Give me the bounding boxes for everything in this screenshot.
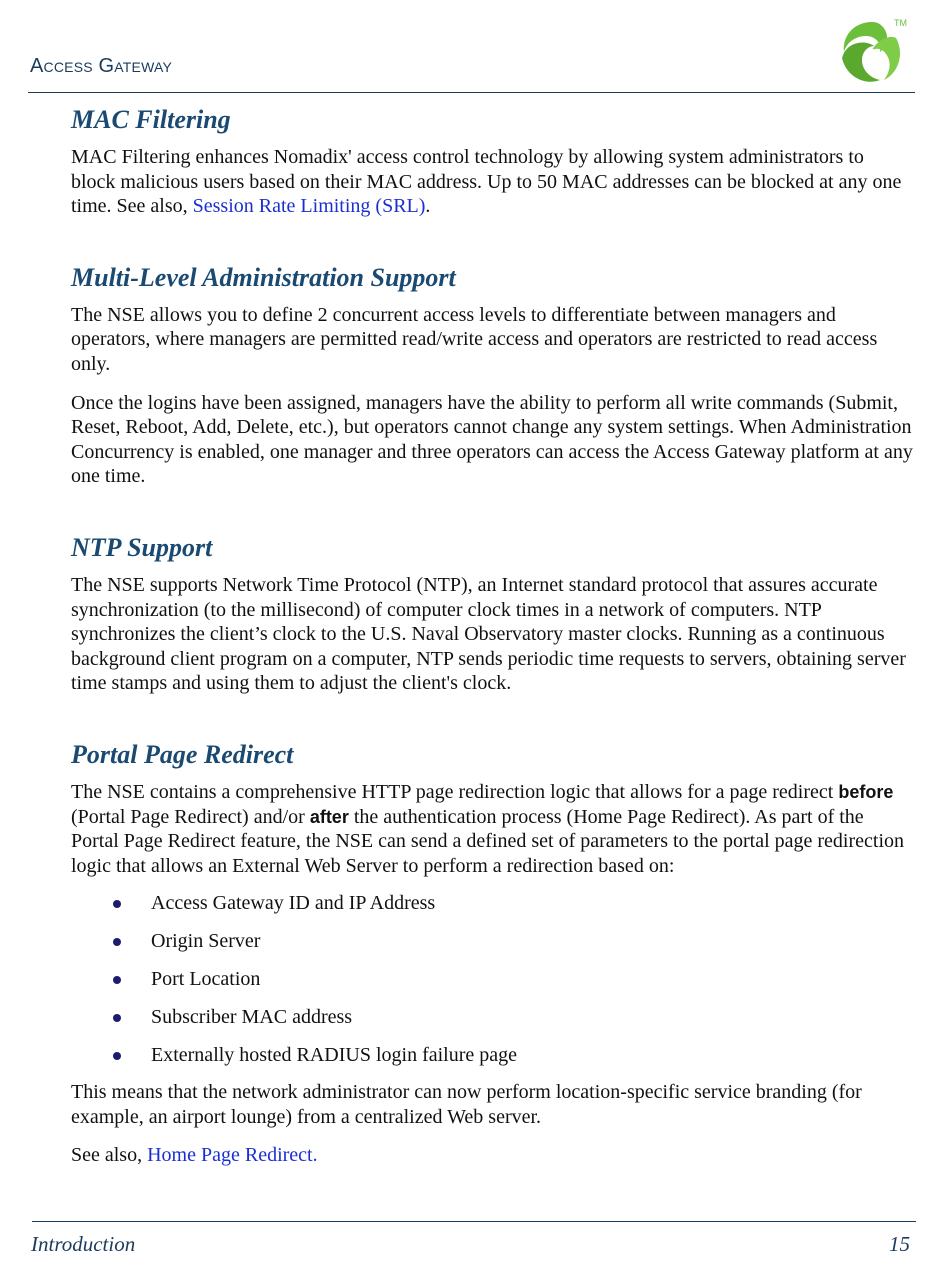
- footer-chapter-title: Introduction: [31, 1232, 136, 1256]
- paragraph-end: .: [425, 195, 431, 218]
- section-ntp-support: [71, 532, 913, 696]
- list-item: [71, 891, 913, 915]
- page-header: [0, 0, 950, 96]
- list-item-text: Port Location: [151, 968, 261, 991]
- paragraph-text: See also,: [71, 1144, 148, 1167]
- list-item: [71, 1005, 913, 1029]
- ntp-paragraph: The NSE supports Network Time Protocol (NTP), an Internet standard protocol that assures accurate synchronization (to the millisecond) of computer clock times in a network of computers. NTP synchronizes the client’s clock to the U.S. Naval Observatory master clocks. Running as a continuous background client program on a computer, NTP sends periodic time requests to servers, obtaining server time stamps and using them to adjust the client's clock.: [71, 573, 906, 695]
- paragraph-text: the authentication process (Home Page Redirect). As part of the Portal Page Redirect feature, the NSE can send a defined set of parameters to the portal page redirection logic that allows an External Web Server to perform a redirection based on:: [71, 805, 904, 877]
- paragraph-text: The NSE contains a comprehensive HTTP page redirection logic that allows for a page redirect: [71, 780, 839, 803]
- list-item-text: Origin Server: [151, 930, 261, 953]
- list-item-text: Externally hosted RADIUS login failure page: [151, 1044, 518, 1067]
- bullet-icon: [113, 976, 121, 984]
- section-mac-filtering: [71, 104, 913, 219]
- portal-paragraph-3: [71, 1143, 913, 1168]
- list-item-text: Subscriber MAC address: [151, 1006, 353, 1029]
- list-item: [71, 929, 913, 953]
- bullet-icon: [113, 1052, 121, 1060]
- page-content: [71, 104, 913, 1168]
- home-page-redirect-link[interactable]: Home Page Redirect.: [147, 1144, 318, 1167]
- section-heading: Multi-Level Administration Support: [71, 262, 456, 292]
- before-keyword: before: [838, 781, 894, 802]
- multi-level-paragraph-2: Once the logins have been assigned, managers have the ability to perform all write commands (Submit, Reset, Reboot, Add, Delete, etc.), but operators cannot change any system settings. When Administration Concurrency is enabled, one manager and three operators can access the Access Gateway platform at any one time.: [71, 391, 913, 488]
- bullet-icon: [113, 1014, 121, 1022]
- page-number: 15: [889, 1232, 910, 1256]
- nomadix-swirl-logo-icon: [832, 14, 912, 90]
- list-item-text: Access Gateway ID and IP Address: [151, 892, 436, 915]
- after-keyword: after: [309, 806, 349, 827]
- trademark-label: TM: [894, 18, 907, 28]
- mac-filtering-paragraph: [71, 145, 913, 219]
- multi-level-paragraph-1: The NSE allows you to define 2 concurrent access levels to differentiate between managers and operators, where managers are permitted read/write access and operators are restricted to read access only.: [71, 303, 878, 375]
- list-item: [71, 1043, 913, 1067]
- section-heading: NTP Support: [71, 532, 213, 562]
- list-item: [71, 967, 913, 991]
- section-heading: MAC Filtering: [71, 105, 231, 134]
- paragraph-text: (Portal Page Redirect) and/or: [71, 805, 310, 828]
- bullet-icon: [113, 900, 121, 908]
- header-divider: [28, 92, 915, 93]
- header-title: Access Gateway: [30, 55, 173, 77]
- section-multi-level-admin: [71, 262, 913, 489]
- section-heading: Portal Page Redirect: [71, 739, 294, 769]
- portal-paragraph-2: This means that the network administrator can now perform location-specific service branding (for example, an airport lounge) from a centralized Web server.: [71, 1081, 862, 1128]
- section-portal-page-redirect: [71, 739, 913, 1168]
- redirect-parameter-list: [71, 891, 913, 1067]
- paragraph-text: MAC Filtering enhances Nomadix' access control technology by allowing system administrators to block malicious users based on their MAC address. Up to 50 MAC addresses can be blocked at any one time. See also,: [71, 146, 902, 218]
- portal-paragraph-1: [71, 780, 913, 878]
- session-rate-limiting-link[interactable]: Session Rate Limiting (SRL): [192, 195, 426, 218]
- footer-divider: [32, 1221, 916, 1222]
- bullet-icon: [113, 938, 121, 946]
